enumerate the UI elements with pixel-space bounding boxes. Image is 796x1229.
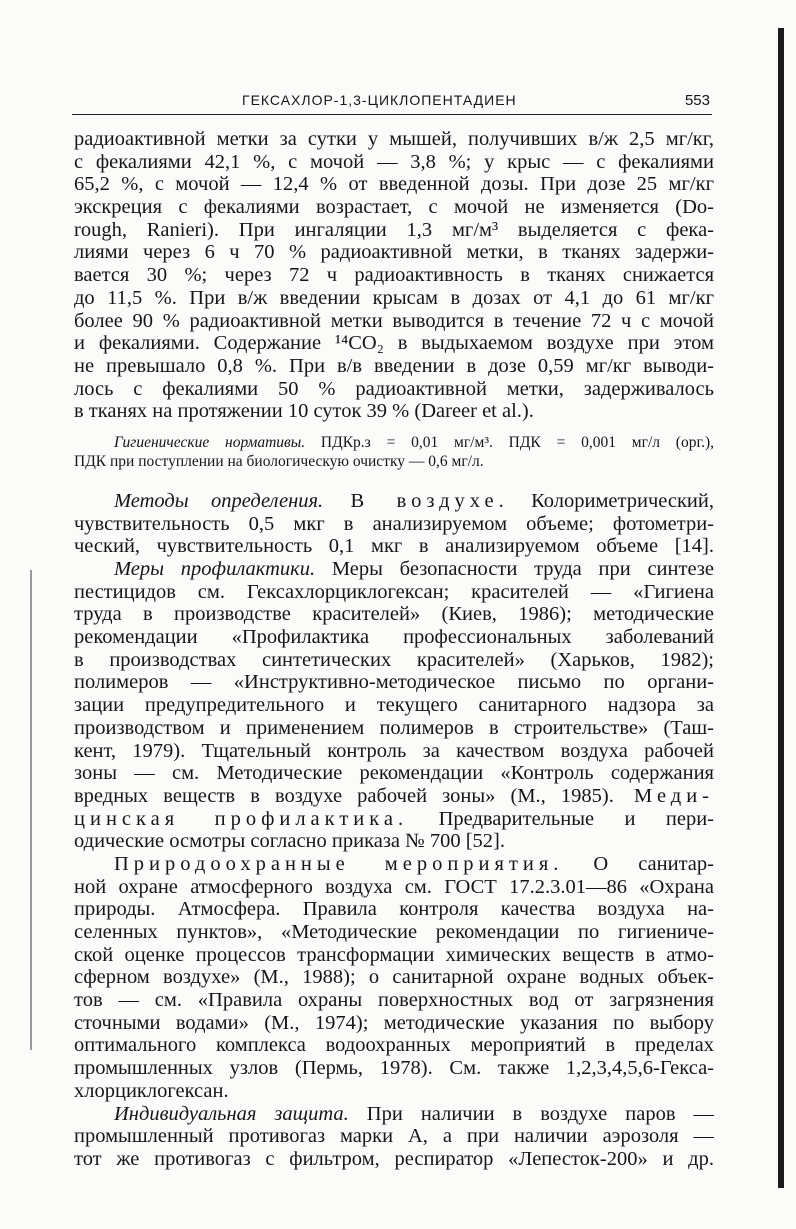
text-line xyxy=(74,490,714,513)
hygiene-standards xyxy=(74,433,714,471)
text-line: 65,2 %, с мочой — 12,4 % от введенной дозы. При дозе 25 мг/кг xyxy=(74,173,714,196)
page-number: 553 xyxy=(684,92,710,109)
text-line: rough, Ranieri). При ингаляции 1,3 мг/м³ выделяется с фека- xyxy=(74,218,714,241)
methods-paragraph xyxy=(74,490,714,558)
protection-text: При наличии в воздухе паров — xyxy=(348,1102,714,1125)
text-line: сферном воздухе» (М., 1988); о санитарной охране водных объек- xyxy=(74,966,714,989)
prevention-text: Меры безопасности труда при синтезе xyxy=(315,558,714,580)
environment-heading: Природоохранные мероприятия. xyxy=(114,852,564,875)
text-line: хлорциклогексан. xyxy=(74,1079,229,1102)
text-line xyxy=(74,785,714,808)
text-line: не превышало 0,8 %. При в/в введении в дозе 0,59 мг/кг выводи- xyxy=(74,354,714,377)
methods-spaced: В воздухе. xyxy=(323,489,509,512)
text-line: промышленных узлов (Пермь, 1978). См. также 1,2,3,4,5,6-Гекса- xyxy=(74,1057,714,1080)
text-line: ной охране атмосферного воздуха см. ГОСТ 17.2.3.01—86 «Охрана xyxy=(74,875,714,898)
text-line: одические осмотры согласно приказа № 700 [52]. xyxy=(74,830,505,853)
text-line: в производствах синтетических красителей» (Харьков, 1982); xyxy=(74,648,714,671)
hygiene-line: ПДК при поступлении на биологическую очистку — 0,6 мг/л. xyxy=(74,452,484,470)
text-line: рекомендации «Профилактика профессиональных заболеваний xyxy=(74,626,714,649)
hygiene-heading: Гигиенические нормативы. xyxy=(114,433,306,451)
methods-heading: Методы определения. xyxy=(114,489,324,512)
prevention-paragraph xyxy=(74,558,714,853)
text-line: оптимального комплекса водоохранных мероприятий в пределах xyxy=(74,1034,714,1057)
excretion-paragraph xyxy=(74,128,714,423)
prevention-text: Предварительные и пери- xyxy=(408,807,714,830)
hygiene-line xyxy=(74,433,714,452)
protection-heading: Индивидуальная защита. xyxy=(114,1102,349,1125)
text-line: кент, 1979). Тщательный контроль за качеством воздуха рабочей xyxy=(74,739,714,762)
medical-spaced: Меди- xyxy=(613,784,714,807)
environment-paragraph xyxy=(74,853,714,1103)
text-line xyxy=(74,1103,714,1126)
text-line: лиями через 6 ч 70 % радиоактивной метки, в тканях задержи- xyxy=(74,241,714,264)
prevention-heading: Меры профилактики. xyxy=(114,558,316,580)
text-line: сточными водами» (М., 1974); методические указания по выбору xyxy=(74,1011,714,1034)
text-line: лось с фекалиями 50 % радиоактивной метки, задерживалось xyxy=(74,377,714,400)
medical-spaced: цинская профилактика. xyxy=(74,807,409,830)
text-line: производством и применением полимеров в строительстве» (Таш- xyxy=(74,716,714,739)
text-line: экскреция с фекалиями возрастает, с мочой не изменяется (Do- xyxy=(74,196,714,219)
text-line: с фекалиями 42,1 %, с мочой — 3,8 %; у крыс — с фекалиями xyxy=(74,150,714,173)
scan-border-left xyxy=(30,570,32,1050)
text-line xyxy=(74,853,714,876)
text-line: и фекалиями. Содержание ¹⁴CO₂ в выдыхаемом воздухе при этом xyxy=(74,332,714,355)
text-line: труда в производстве красителей» (Киев, 1986); методические xyxy=(74,603,714,626)
text-line xyxy=(74,558,714,581)
text-line: тот же противогаз с фильтром, респиратор «Лепесток-200» и др. xyxy=(74,1147,714,1170)
text-line: природы. Атмосфера. Правила контроля качества воздуха на- xyxy=(74,898,714,921)
text-line: радиоактивной метки за сутки у мышей, получивших в/ж 2,5 мг/кг, xyxy=(74,128,714,150)
scan-border-right xyxy=(778,28,784,1188)
methods-text: Колориметрический, xyxy=(508,489,714,512)
text-line: селенных пунктов», «Методические рекомендации по гигиениче- xyxy=(74,921,714,943)
page-body xyxy=(74,128,714,1171)
text-line: до 11,5 %. При в/ж введении крысам в дозах от 4,1 до 61 мг/кг xyxy=(74,286,714,309)
environment-text: О санитар- xyxy=(563,852,714,875)
text-line: вается 30 %; через 72 ч радиоактивность в тканях снижается xyxy=(74,264,714,287)
text-line: пестицидов см. Гексахлорциклогексан; красителей — «Гигиена xyxy=(74,580,714,603)
prevention-text: вредных веществ в воздухе рабочей зоны» (М., 1985). xyxy=(74,784,614,807)
text-line: полимеров — «Инструктивно-методическое письмо по органи- xyxy=(74,671,714,694)
text-line: в тканях на протяжении 10 суток 39 % (Dareer et al.). xyxy=(74,400,534,423)
text-line: зоны — см. Методические рекомендации «Контроль содержания xyxy=(74,762,714,785)
running-title: ГЕКСАХЛОР-1,3-ЦИКЛОПЕНТАДИЕН xyxy=(242,92,517,108)
protection-paragraph xyxy=(74,1103,714,1171)
text-line: ской оценке процессов трансформации химических веществ в атмо- xyxy=(74,943,714,966)
text-line: чувствительность 0,5 мкг в анализируемом объеме; фотометри- xyxy=(74,512,714,535)
text-line: тов — см. «Правила охраны поверхностных вод от загрязнения xyxy=(74,989,714,1012)
hygiene-values: ПДКр.з = 0,01 мг/м³. ПДК = 0,001 мг/л (орг.), xyxy=(305,433,714,451)
text-line: зации предупредительного и текущего санитарного надзора за xyxy=(74,694,714,717)
page-header xyxy=(72,92,712,115)
text-line: ческий, чувствительность 0,1 мкг в анализируемом объеме [14]. xyxy=(74,535,714,558)
text-line: промышленный противогаз марки А, а при наличии аэрозоля — xyxy=(74,1125,714,1148)
text-line: более 90 % радиоактивной метки выводится в течение 72 ч с мочой xyxy=(74,309,714,332)
text-line xyxy=(74,808,714,831)
